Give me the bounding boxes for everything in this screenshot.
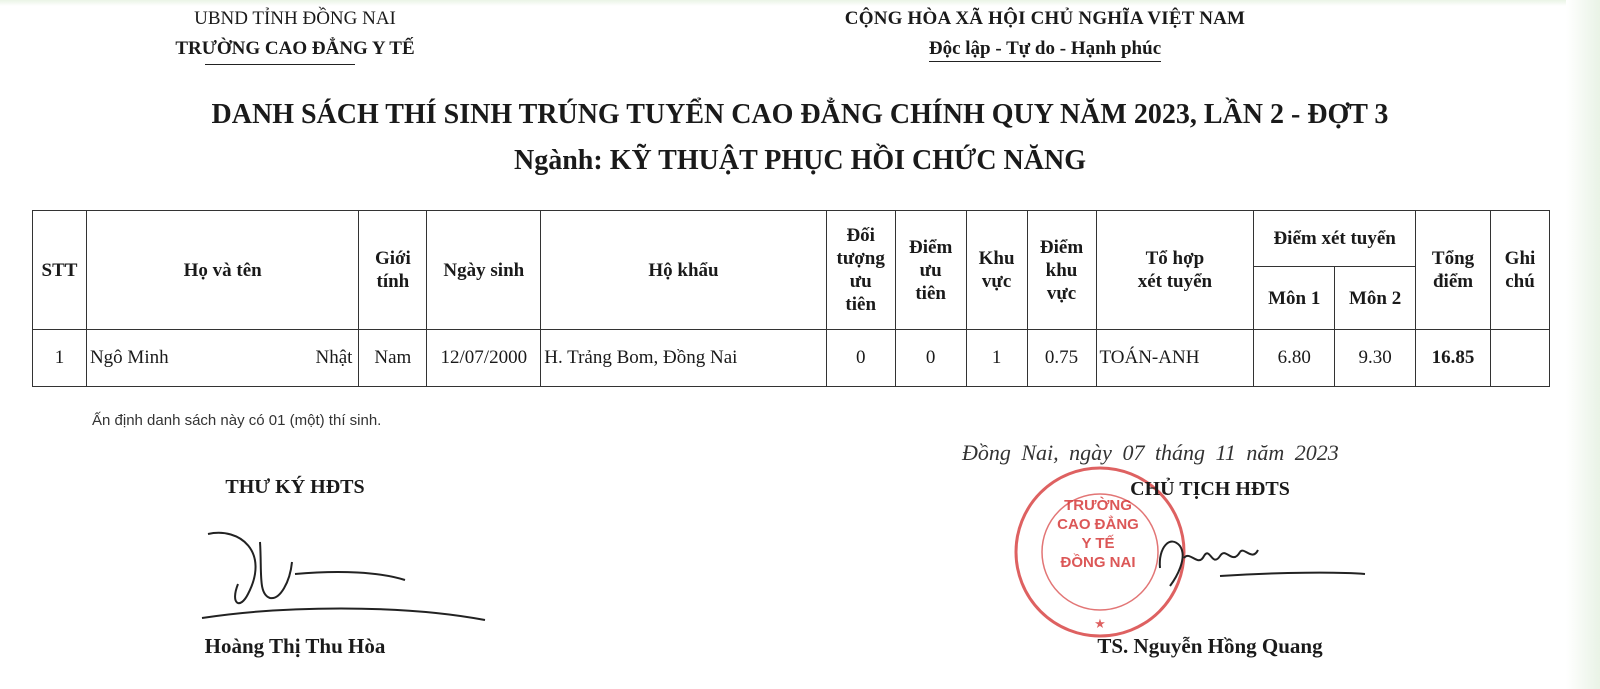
col-subject-2: Môn 2	[1335, 267, 1416, 330]
col-note-l2: chú	[1505, 271, 1535, 292]
col-priority-score-l2: ưu	[919, 259, 942, 281]
col-priority-group-l1: Đối	[846, 225, 875, 246]
chairman-handwritten-signature	[1140, 528, 1400, 598]
document-title	[0, 92, 1600, 184]
col-combo-l1: Tổ hợp	[1145, 248, 1205, 269]
secretary-name: Hoàng Thị Thu Hòa	[204, 634, 386, 658]
col-region-score	[1027, 211, 1096, 330]
seal-line-4: ĐỒNG NAI	[1060, 554, 1136, 571]
chairman-role: CHỦ TỊCH HĐTS	[1130, 478, 1290, 500]
issuing-authority	[130, 4, 460, 64]
col-priority-score-l3: tiên	[915, 282, 946, 304]
cell-priority-group: 0	[826, 330, 895, 387]
col-admission-scores: Điểm xét tuyển	[1254, 211, 1416, 267]
cell-dob: 12/07/2000	[427, 330, 541, 387]
col-note-l1: Ghi	[1504, 248, 1536, 269]
col-region-l2: vực	[981, 271, 1012, 292]
seal-line-3: Y TẾ	[1081, 535, 1115, 552]
cell-residence: H. Trảng Bom, Đồng Nai	[541, 330, 826, 387]
secretary-signature-block	[130, 476, 460, 658]
col-priority-group	[826, 211, 895, 330]
cell-subject-2: 9.30	[1335, 330, 1416, 387]
col-name: Họ và tên	[86, 211, 358, 330]
col-combo	[1096, 211, 1254, 330]
nation-name: CỘNG HÒA XÃ HỘI CHỦ NGHĨA VIỆT NAM	[844, 8, 1246, 29]
col-subject-1: Môn 1	[1254, 267, 1335, 330]
admission-table	[32, 210, 1550, 387]
cell-region-score: 0.75	[1027, 330, 1096, 387]
cell-stt: 1	[33, 330, 87, 387]
col-note	[1490, 211, 1549, 330]
cell-name	[86, 330, 358, 387]
national-motto: Độc lập - Tự do - Hạnh phúc	[929, 37, 1161, 62]
col-total-l2: điểm	[1432, 271, 1474, 292]
col-gender-l1: Giới	[374, 248, 411, 269]
cell-subject-1: 6.80	[1254, 330, 1335, 387]
secretary-role: THƯ KÝ HĐTS	[225, 476, 365, 498]
col-total	[1416, 211, 1491, 330]
col-dob: Ngày sinh	[427, 211, 541, 330]
col-region-score-l3: vực	[1046, 282, 1077, 304]
secretary-handwritten-signature	[200, 522, 500, 632]
col-combo-l2: xét tuyển	[1137, 271, 1213, 292]
col-gender-l2: tính	[376, 271, 410, 292]
title-line-1: DANH SÁCH THÍ SINH TRÚNG TUYỂN CAO ĐẲNG CHÍNH QUY NĂM 2023, LẦN 2 - ĐỢT 3	[211, 99, 1389, 130]
org-underline	[205, 64, 355, 65]
table-row	[33, 330, 1550, 387]
list-count-note: Ấn định danh sách này có 01 (một) thí sinh.	[92, 412, 382, 429]
col-priority-group-l3: ưu	[849, 271, 872, 292]
cell-given-name: Nhật	[315, 347, 353, 368]
col-gender	[359, 211, 427, 330]
cell-note	[1490, 330, 1549, 387]
col-stt: STT	[33, 211, 87, 330]
title-line-2: Ngành: KỸ THUẬT PHỤC HỒI CHỨC NĂNG	[514, 145, 1086, 176]
seal-line-1: TRƯỜNG	[1064, 497, 1132, 514]
col-priority-group-l4: tiên	[845, 294, 877, 315]
col-region-score-l2: khu	[1045, 259, 1078, 281]
cell-total: 16.85	[1416, 330, 1491, 387]
cell-priority-score: 0	[895, 330, 966, 387]
table-header-row	[33, 211, 1550, 267]
col-residence: Hộ khẩu	[541, 211, 826, 330]
org-line-2: TRƯỜNG CAO ĐẲNG Y TẾ	[175, 38, 415, 59]
svg-text:★: ★	[1094, 616, 1106, 631]
chairman-name: TS. Nguyễn Hồng Quang	[1097, 634, 1323, 658]
cell-surname: Ngô Minh	[89, 347, 169, 368]
col-region-score-l1: Điểm	[1039, 236, 1084, 258]
org-line-1: UBND TỈNH ĐỒNG NAI	[194, 8, 396, 29]
col-total-l1: Tổng	[1431, 248, 1475, 269]
col-region-l1: Khu	[978, 248, 1015, 269]
cell-combo: TOÁN-ANH	[1096, 330, 1254, 387]
seal-line-2: CAO ĐẲNG	[1057, 516, 1139, 533]
national-header	[775, 4, 1315, 64]
col-priority-score-l1: Điểm	[909, 236, 953, 258]
col-priority-score	[895, 211, 966, 330]
signing-date: Đồng Nai, ngày 07 tháng 11 năm 2023	[962, 440, 1339, 465]
cell-gender: Nam	[359, 330, 427, 387]
col-priority-group-l2: tượng	[836, 248, 885, 269]
col-region	[966, 211, 1027, 330]
cell-region: 1	[966, 330, 1027, 387]
